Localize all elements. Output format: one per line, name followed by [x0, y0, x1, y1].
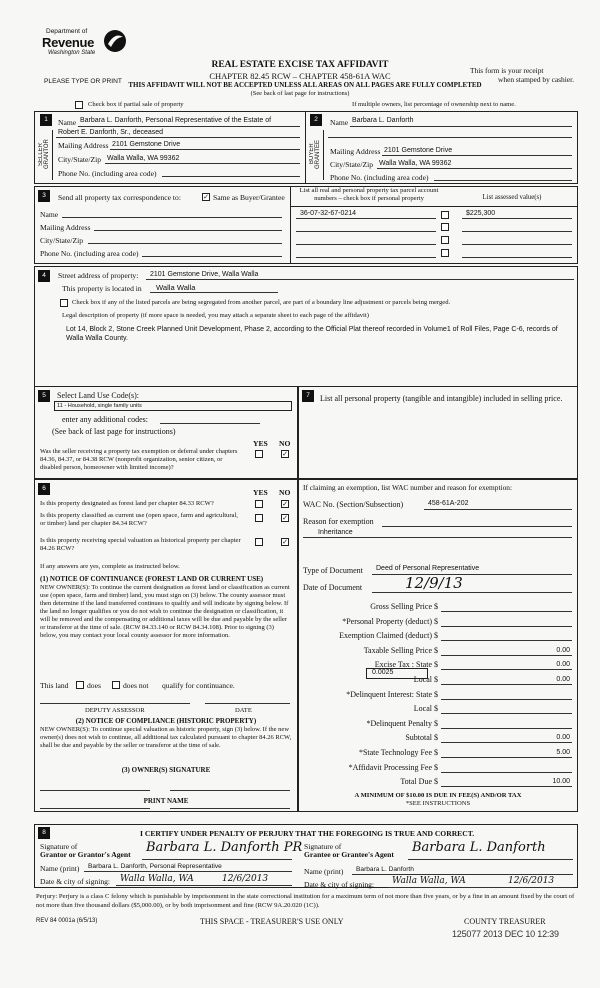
- does-not-label: does not: [123, 681, 149, 690]
- buyer-mail[interactable]: 2101 Gemstone Drive: [384, 147, 453, 154]
- s3-phone-label: Phone No. (including area code): [40, 249, 139, 258]
- grantor-signature[interactable]: Barbara L. Danforth PR: [146, 840, 303, 855]
- doc-date[interactable]: 12/9/13: [405, 574, 463, 592]
- date-city-label-2: Date & city of signing:: [304, 880, 375, 889]
- section-6-badge: 6: [38, 483, 50, 495]
- parcel-personal-checkbox-2[interactable]: [441, 223, 449, 231]
- this-land-label: This land: [40, 681, 69, 690]
- s3-mail-label: Mailing Address: [40, 223, 91, 232]
- multiple-owners-note: If multiple owners, list percentage of ownership next to name.: [352, 101, 516, 108]
- calc-dollar-12: $: [434, 777, 438, 786]
- calc-label-0: Gross Selling Price: [370, 602, 432, 611]
- certify-statement: I CERTIFY UNDER PENALTY OF PERJURY THAT THE FOREGOING IS TRUE AND CORRECT.: [140, 829, 475, 838]
- calc-value-10[interactable]: 5.00: [556, 749, 570, 756]
- deputy-assessor-label: DEPUTY ASSESSOR: [85, 707, 145, 714]
- located-label: This property is located in: [62, 284, 142, 293]
- land-use-code[interactable]: 11 - Household, single family units: [57, 403, 142, 409]
- calc-value-5[interactable]: 0.00: [556, 676, 570, 683]
- grantee-date[interactable]: 12/6/2013: [508, 876, 555, 886]
- calc-label-5: Local: [413, 675, 432, 684]
- wac-number[interactable]: 458-61A-202: [428, 500, 469, 507]
- seller-name-label: Name: [58, 118, 77, 127]
- date-city-label-1: Date & city of signing:: [40, 877, 111, 886]
- calc-value-9[interactable]: 0.00: [556, 734, 570, 741]
- calc-label-8: *Delinquent Penalty: [366, 719, 432, 728]
- qualify-label: qualify for continuance.: [162, 681, 235, 690]
- calc-dollar-11: $: [434, 763, 438, 772]
- buyer-name-label: Name: [330, 118, 349, 127]
- does-label: does: [87, 681, 101, 690]
- does-checkbox[interactable]: [76, 681, 84, 689]
- section-1-badge: 1: [40, 114, 52, 126]
- s6-yes-header: YES: [253, 488, 268, 497]
- buyer-phone-label: Phone No. (including area code): [330, 173, 429, 182]
- parcel-heading: List all real and personal property tax parcel account numbers – check box if personal property: [299, 187, 439, 202]
- calc-label-12: Total Due: [400, 777, 432, 786]
- send-correspondence: Send all property tax correspondence to:: [58, 193, 181, 202]
- street-address[interactable]: 2101 Gemstone Drive, Walla Walla: [150, 271, 259, 278]
- seller-city[interactable]: Walla Walla, WA 99362: [107, 155, 180, 162]
- current-use-yes-checkbox[interactable]: [255, 514, 263, 522]
- logo-line1: Department of: [46, 28, 88, 35]
- form-title: REAL ESTATE EXCISE TAX AFFIDAVIT: [211, 60, 389, 70]
- calc-label-1: *Personal Property (deduct): [342, 617, 432, 626]
- notice-continuance-title: (1) NOTICE OF CONTINUANCE (FOREST LAND OR CURRENT USE): [40, 575, 264, 583]
- calc-dollar-0: $: [434, 602, 438, 611]
- calc-dollar-1: $: [434, 617, 438, 626]
- name-print-label-2: Name (print): [304, 867, 344, 876]
- doc-date-label: Date of Document: [303, 583, 363, 592]
- s5-yes-header: YES: [253, 439, 268, 448]
- section-3-badge: 3: [38, 190, 50, 202]
- seller-mail[interactable]: 2101 Gemstone Drive: [112, 141, 181, 148]
- county-treasurer: COUNTY TREASURER: [464, 917, 546, 926]
- partial-sale-checkbox[interactable]: [75, 101, 83, 109]
- section-7-badge: 7: [302, 390, 314, 402]
- does-not-checkbox[interactable]: [112, 681, 120, 689]
- current-use-no-checkbox[interactable]: ✓: [282, 514, 288, 522]
- calc-label-9: Subtotal: [405, 733, 432, 742]
- sig-label-2b: Grantee or Grantee's Agent: [304, 850, 394, 859]
- land-use-label: Select Land Use Code(s):: [57, 391, 139, 400]
- minimum-note: A MINIMUM OF $10.00 IS DUE IN FEE(S) AND/OR TAX: [354, 792, 522, 799]
- calc-value-4[interactable]: 0.00: [556, 661, 570, 668]
- exemption-question: Was the seller receiving a property tax exemption or deferral under chapters 84.36, 84.37, or 84.38 RCW (nonprofit organization, senior citizen, or disabled person, homeowner with limited income)?: [40, 448, 238, 471]
- perjury-note: Perjury: Perjury is a class C felony which is punishable by imprisonment in the state correctional institution for a maximum term of not more than five years, or by a fine in an amount fixed by the court of not more than five thousand dollars ($5,000.00), or by both imprisonment and fine (RCW 9A.20.020 (1C)).: [36, 893, 575, 909]
- receipt-note: [468, 66, 574, 84]
- parcel-personal-checkbox-1[interactable]: [441, 211, 449, 219]
- calc-dollar-7: $: [434, 704, 438, 713]
- section-2-badge: 2: [310, 114, 322, 126]
- receipt-line2: when stamped by cashier.: [498, 75, 574, 84]
- same-as-buyer-label: Same as Buyer/Grantee: [213, 193, 285, 202]
- form-subtitle: CHAPTER 82.45 RCW – CHAPTER 458-61A WAC: [209, 71, 391, 81]
- calc-value-12[interactable]: 10.00: [552, 778, 570, 785]
- seller-city-label: City/State/Zip: [58, 155, 102, 164]
- wac-label: WAC No. (Section/Subsection): [303, 500, 404, 509]
- sig-label-1a: Signature of: [40, 842, 78, 851]
- segregated-label: Check box if any of the listed parcels are being segregated from another parcel, are part of a boundary line adjustment or parcels being merged.: [72, 299, 451, 306]
- see-instructions: *SEE INSTRUCTIONS: [405, 800, 471, 807]
- seller-name-2[interactable]: Robert E. Danforth, Sr., deceased: [58, 129, 164, 136]
- sig-label-1b: Grantor or Grantor's Agent: [40, 850, 131, 859]
- notice-compliance-title: (2) NOTICE OF COMPLIANCE (HISTORIC PROPERTY): [75, 717, 257, 725]
- calc-dollar-2: $: [434, 631, 438, 640]
- legal-description[interactable]: Lot 14, Block 2, Stone Creek Planned Unit Development, Phase 2, according to the Official Plat thereof recorded in Volume1 of Roll Files, Page C-6, records of Walla Walla County.: [66, 326, 558, 342]
- form-warning: THIS AFFIDAVIT WILL NOT BE ACCEPTED UNLESS ALL AREAS ON ALL PAGES ARE FULLY COMPLETED: [128, 81, 482, 89]
- seller-name[interactable]: Barbara L. Danforth, Personal Representative of the Estate of: [80, 117, 272, 124]
- additional-codes-label: enter any additional codes:: [62, 415, 148, 424]
- s3-city-label: City/State/Zip: [40, 236, 84, 245]
- section-6: [34, 479, 298, 812]
- see-back: (See back of last page for instructions): [250, 90, 350, 97]
- calc-dollar-10: $: [434, 748, 438, 757]
- calc-label-4: Excise Tax : State: [374, 660, 432, 669]
- logo-swoosh-icon: [102, 28, 128, 54]
- calc-value-3[interactable]: 0.00: [556, 647, 570, 654]
- same-as-buyer-checkbox[interactable]: ✓: [203, 193, 209, 201]
- form-revision: REV 84 0001a (6/5/13): [36, 918, 98, 924]
- grantee-print-name[interactable]: Barbara L. Danforth: [356, 866, 414, 873]
- grantor-print-name[interactable]: Barbara L. Danforth, Personal Representative: [88, 863, 222, 870]
- calc-label-11: *Affidavit Processing Fee: [348, 763, 432, 772]
- located-in[interactable]: Walla Walla: [156, 283, 196, 292]
- exemption-claim-label: If claiming an exemption, list WAC number and reason for exemption:: [303, 483, 513, 492]
- personal-property-text: List all personal property (tangible and intangible) included in selling price.: [320, 394, 563, 403]
- forest-yes-checkbox[interactable]: [255, 500, 263, 508]
- calc-label-7: Local: [413, 704, 432, 713]
- grantor-date[interactable]: 12/6/2013: [222, 874, 269, 884]
- please-type: PLEASE TYPE OR PRINT: [44, 78, 122, 85]
- sig-label-2a: Signature of: [304, 842, 342, 851]
- name-print-label-1: Name (print): [40, 864, 80, 873]
- forest-question: Is this property designated as forest land per chapter 84.33 RCW?: [40, 500, 214, 507]
- notice-compliance-text: NEW OWNER(S): To continue special valuation as historic property, sign (3) below. If the new owner(s) does not wish to continue, all additional tax calculated pursuant to chapter 84.26 RCW, shall be due and payable by the seller or transferor at the time of sale.: [40, 726, 292, 749]
- calc-dollar-4: $: [434, 660, 438, 669]
- section-8-badge: 8: [38, 827, 50, 839]
- calc-label-6: *Delinquent Interest: State: [346, 690, 432, 699]
- calc-label-10: *State Technology Fee: [358, 748, 432, 757]
- calc-label-2: Exemption Claimed (deduct): [339, 631, 432, 640]
- parcel-personal-checkbox-3[interactable]: [441, 236, 449, 244]
- calc-dollar-3: $: [434, 646, 438, 655]
- notice-continuance-text: NEW OWNER(S): To continue the current designation as forest land or classification as current use (open space, farm and timber) land, you must sign on (3) below. The county assessor must then determine if the land transferred continues to qualify and will indicate by signing below. If the land no longer qualifies or you do not wish to continue the designation or classification, it will be removed and the compensating or additional taxes will be due and payable by the seller or transferor at the time of sale. (RCW 84.33.140 or RCW 84.34.108). Prior to signing (3) below, you may contact your local county assessor for more information.: [40, 584, 290, 639]
- buyer-side-label: BUYER GRANTEE: [309, 139, 321, 169]
- exemption-reason[interactable]: Inheritance: [318, 529, 353, 536]
- current-use-question: Is this property classified as current use (open space, farm and agricultural, or timber) land per chapter 84.34 RCW?: [40, 512, 238, 527]
- grantee-signature[interactable]: Barbara L. Danforth: [412, 840, 546, 855]
- seller-side-label: SELLER GRANTOR: [38, 139, 50, 169]
- treasurer-space: THIS SPACE - TREASURER'S USE ONLY: [200, 917, 344, 926]
- local-rate[interactable]: 0.0025: [372, 669, 394, 676]
- s3-name-label: Name: [40, 210, 59, 219]
- deputy-date-label: DATE: [235, 707, 252, 714]
- buyer-mail-label: Mailing Address: [330, 147, 381, 156]
- owner-signature-title: (3) OWNER(S) SIGNATURE: [121, 766, 211, 774]
- s5-no-header: NO: [279, 439, 291, 448]
- logo-line3: Washington State: [48, 50, 96, 56]
- dor-logo: [42, 28, 132, 66]
- parcel-personal-checkbox-4[interactable]: [441, 249, 449, 257]
- calc-dollar-6: $: [434, 690, 438, 699]
- s5-no-checkbox[interactable]: ✓: [282, 450, 288, 458]
- s6-no-header: NO: [279, 488, 291, 497]
- logo-line2: Revenue: [42, 35, 95, 50]
- calc-dollar-8: $: [434, 719, 438, 728]
- segregated-checkbox[interactable]: [60, 299, 68, 307]
- historic-question: Is this property receiving special valuation as historical property per chapter 84.26 RCW?: [40, 537, 241, 552]
- seller-phone-label: Phone No. (including area code): [58, 169, 157, 178]
- grantee-city[interactable]: Walla Walla, WA: [392, 876, 466, 886]
- forest-no-checkbox[interactable]: ✓: [282, 500, 288, 508]
- reason-label: Reason for exemption: [303, 517, 374, 526]
- buyer-name[interactable]: Barbara L. Danforth: [352, 117, 414, 124]
- section-4-badge: 4: [38, 270, 50, 282]
- legal-label: Legal description of property (if more space is needed, you may attach a separate sheet to each page of the affidavit): [62, 312, 369, 319]
- doc-type-label: Type of Document: [303, 566, 363, 575]
- calc-label-3: Taxable Selling Price: [363, 646, 432, 655]
- buyer-city-label: City/State/Zip: [330, 160, 374, 169]
- assessed-value[interactable]: $225,300: [466, 210, 496, 217]
- section-5-badge: 5: [38, 390, 50, 402]
- grantor-city[interactable]: Walla Walla, WA: [120, 874, 194, 884]
- treasurer-stamp: 125077 2013 DEC 10 12:39: [452, 929, 559, 939]
- partial-sale-label: Check box if partial sale of property: [88, 101, 184, 108]
- receipt-line1: This form is your receipt: [470, 66, 544, 75]
- assessed-heading: List assessed value(s): [482, 194, 542, 201]
- street-label: Street address of property:: [58, 271, 139, 280]
- parcel-number[interactable]: 36-07-32-67-0214: [300, 210, 357, 217]
- calc-dollar-5: $: [434, 675, 438, 684]
- historic-no-checkbox[interactable]: ✓: [282, 538, 288, 546]
- seller-mail-label: Mailing Address: [58, 141, 109, 150]
- print-name-label: PRINT NAME: [143, 797, 189, 805]
- buyer-city[interactable]: Walla Walla, WA 99362: [379, 160, 452, 167]
- calc-dollar-9: $: [434, 733, 438, 742]
- land-use-see-back: (See back of last page for instructions): [52, 427, 176, 436]
- s5-yes-checkbox[interactable]: [255, 450, 263, 458]
- doc-type[interactable]: Deed of Personal Representative: [376, 565, 480, 572]
- historic-yes-checkbox[interactable]: [255, 538, 263, 546]
- if-yes-note: If any answers are yes, complete as instructed below.: [40, 563, 180, 570]
